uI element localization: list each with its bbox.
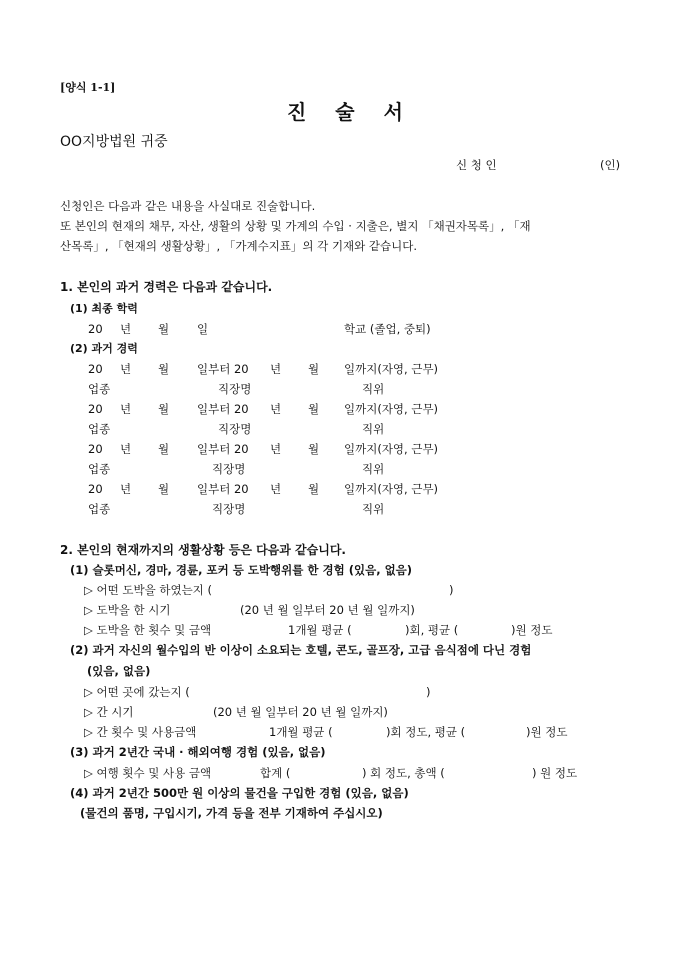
career-start-year-unit: 년	[120, 362, 132, 376]
career-start-month-unit: 월	[158, 362, 170, 376]
applicant-label: 신 청 인	[456, 158, 497, 172]
gambling-type-question: ▷ 어떤 도박을 하였는지 (	[84, 583, 212, 597]
intro-line-2: 또 본인의 현재의 채무, 자산, 생활의 상황 및 가계의 수입 · 지출은, 별지 「채권자목록」, 「재	[60, 219, 531, 233]
purchase-heading: (4) 과거 2년간 500만 원 이상의 물건을 구입한 경험 (있음, 없음)	[70, 786, 409, 800]
travel-amount: ) 원 정도	[532, 766, 578, 780]
luxury-place-close: )	[426, 685, 431, 699]
education-year-unit: 년	[120, 322, 132, 336]
career-start-year-unit: 년	[120, 442, 132, 456]
career-start-year: 20	[88, 442, 103, 456]
career-company: 직장명	[212, 462, 246, 476]
luxury-frequency-label: ▷ 간 횟수 및 사용금액	[84, 725, 197, 739]
career-position: 직위	[362, 382, 385, 396]
career-heading: (2) 과거 경력	[70, 342, 138, 355]
career-end-year-unit: 년	[270, 402, 282, 416]
luxury-times: )회 정도, 평균 (	[386, 725, 466, 739]
career-start-day: 일부터 20	[197, 362, 249, 376]
career-start-day: 일부터 20	[197, 402, 249, 416]
career-end-month-unit: 월	[308, 442, 320, 456]
luxury-period-label: ▷ 간 시기	[84, 705, 134, 719]
travel-total-label: 합계 (	[260, 766, 291, 780]
gambling-frequency-label: ▷ 도박을 한 횟수 및 금액	[84, 623, 212, 637]
career-end-day: 일까지(자영, 근무)	[344, 482, 439, 496]
seal-mark: (인)	[600, 158, 621, 172]
career-position: 직위	[362, 422, 385, 436]
form-label: [양식 1-1]	[60, 81, 116, 94]
career-start-year-unit: 년	[120, 402, 132, 416]
career-start-year-unit: 년	[120, 482, 132, 496]
travel-frequency-label: ▷ 여행 횟수 및 사용 금액	[84, 766, 212, 780]
luxury-period: (20 년 월 일부터 20 년 월 일까지)	[213, 705, 388, 719]
education-month-unit: 월	[158, 322, 170, 336]
career-end-day: 일까지(자영, 근무)	[344, 442, 439, 456]
gambling-type-close: )	[449, 583, 454, 597]
career-start-month-unit: 월	[158, 442, 170, 456]
section2-heading: 2. 본인의 현재까지의 생활상황 등은 다음과 같습니다.	[60, 543, 346, 557]
gambling-period: (20 년 월 일부터 20 년 월 일까지)	[240, 603, 415, 617]
career-start-year: 20	[88, 362, 103, 376]
career-start-month-unit: 월	[158, 402, 170, 416]
gambling-heading: (1) 슬롯머신, 경마, 경륜, 포커 등 도박행위를 한 경험 (있음, 없음)	[70, 563, 413, 577]
luxury-monthly-label: 1개월 평균 (	[269, 725, 333, 739]
career-end-year-unit: 년	[270, 442, 282, 456]
education-heading: (1) 최종 학력	[70, 302, 138, 315]
intro-line-1: 신청인은 다음과 같은 내용을 사실대로 진술합니다.	[60, 199, 316, 213]
career-end-day: 일까지(자영, 근무)	[344, 362, 439, 376]
career-company: 직장명	[218, 382, 252, 396]
intro-line-3: 산목록」, 「현재의 생활상황」, 「가계수지표」의 각 기재와 같습니다.	[60, 239, 418, 253]
education-day-unit: 일	[197, 322, 209, 336]
travel-times: ) 회 정도, 총액 (	[362, 766, 445, 780]
gambling-amount: )원 정도	[511, 623, 553, 637]
career-company: 직장명	[218, 422, 252, 436]
luxury-place-question: ▷ 어떤 곳에 갔는지 (	[84, 685, 190, 699]
career-industry: 업종	[88, 502, 111, 516]
career-company: 직장명	[212, 502, 246, 516]
career-start-month-unit: 월	[158, 482, 170, 496]
gambling-period-label: ▷ 도박을 한 시기	[84, 603, 171, 617]
career-industry: 업종	[88, 422, 111, 436]
career-start-year: 20	[88, 482, 103, 496]
luxury-amount: )원 정도	[526, 725, 568, 739]
career-start-day: 일부터 20	[197, 442, 249, 456]
travel-heading: (3) 과거 2년간 국내 · 해외여행 경험 (있음, 없음)	[70, 745, 326, 759]
page-title: 진 술 서	[287, 100, 403, 124]
career-position: 직위	[362, 462, 385, 476]
career-end-month-unit: 월	[308, 402, 320, 416]
career-industry: 업종	[88, 382, 111, 396]
career-industry: 업종	[88, 462, 111, 476]
career-end-month-unit: 월	[308, 482, 320, 496]
career-end-year-unit: 년	[270, 362, 282, 376]
career-end-year-unit: 년	[270, 482, 282, 496]
career-start-year: 20	[88, 402, 103, 416]
career-end-day: 일까지(자영, 근무)	[344, 402, 439, 416]
gambling-monthly-label: 1개월 평균 (	[288, 623, 352, 637]
career-end-month-unit: 월	[308, 362, 320, 376]
career-position: 직위	[362, 502, 385, 516]
purchase-note: (물건의 품명, 구입시기, 가격 등을 전부 기재하여 주십시오)	[80, 806, 383, 820]
luxury-heading-options: (있음, 없음)	[87, 664, 151, 678]
education-school: 학교 (졸업, 중퇴)	[344, 322, 431, 336]
section1-heading: 1. 본인의 과거 경력은 다음과 같습니다.	[60, 280, 273, 294]
career-start-day: 일부터 20	[197, 482, 249, 496]
court-addressee: OO지방법원 귀중	[60, 134, 168, 150]
education-year: 20	[88, 322, 103, 336]
luxury-heading: (2) 과거 자신의 월수입의 반 이상이 소요되는 호텔, 콘도, 골프장, 고급 음식점에 다닌 경험	[70, 643, 532, 657]
gambling-times: )회, 평균 (	[405, 623, 459, 637]
